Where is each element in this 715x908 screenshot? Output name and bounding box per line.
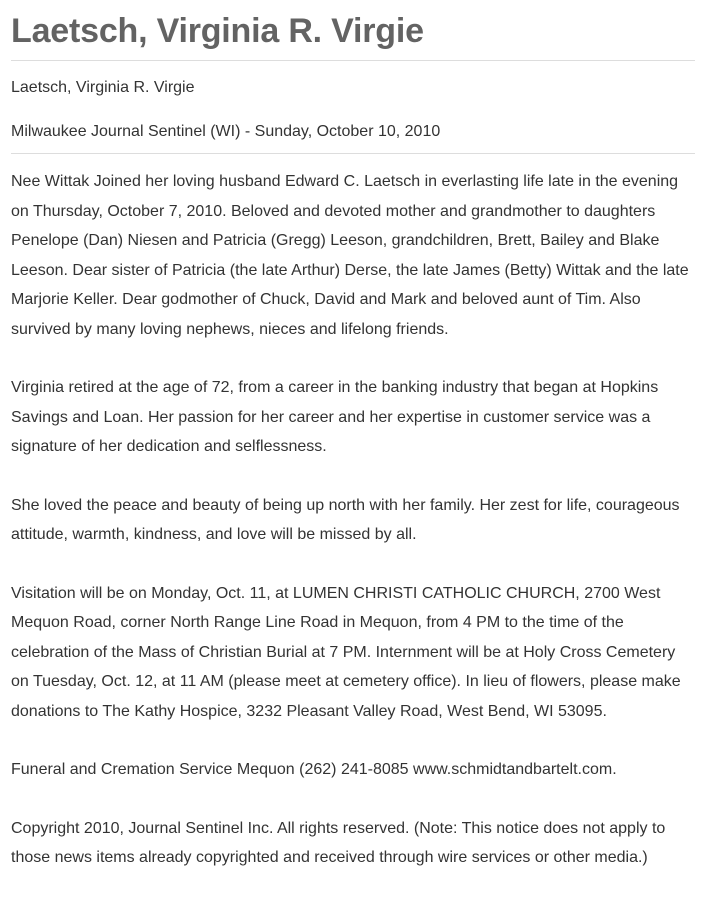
obituary-body <box>11 167 695 873</box>
title-divider <box>11 60 695 61</box>
paragraph-family: Nee Wittak Joined her loving husband Edward C. Laetsch in everlasting life late in the evening on Thursday, October 7, 2010. Beloved and devoted mother and grandmother to daughters Penelope (Dan) Niesen and Patricia (Gregg) Leeson, grandchildren, Brett, Bailey and Blake Leeson. Dear sister of Patricia (the late Arthur) Derse, the late James (Betty) Wittak and the late Marjorie Keller. Dear godmother of Chuck, David and Mark and beloved aunt of Tim. Also survived by many loving nephews, nieces and lifelong friends. <box>11 173 689 338</box>
publication-source-date: Milwaukee Journal Sentinel (WI) - Sunday, October 10, 2010 <box>11 123 441 140</box>
paragraph-copyright: Copyright 2010, Journal Sentinel Inc. All rights reserved. (Note: This notice does not apply to those news items already copyrighted and received through wire services or other media.) <box>11 819 666 866</box>
paragraph-funeral-home: Funeral and Cremation Service Mequon (262) 241-8085 www.schmidtandbartelt.com. <box>11 761 617 778</box>
obituary-name: Laetsch, Virginia R. Virgie <box>11 79 195 96</box>
paragraph-career: Virginia retired at the age of 72, from a career in the banking industry that began at Hopkins Savings and Loan. Her passion for her career and her expertise in customer service was a signature of her dedication and selflessness. <box>11 379 659 455</box>
header-divider <box>11 153 695 154</box>
page-title: Laetsch, Virginia R. Virgie <box>11 12 424 50</box>
paragraph-tribute: She loved the peace and beauty of being up north with her family. Her zest for life, courageous attitude, warmth, kindness, and love will be missed by all. <box>11 496 680 543</box>
paragraph-services: Visitation will be on Monday, Oct. 11, at LUMEN CHRISTI CATHOLIC CHURCH, 2700 West Mequon Road, corner North Range Line Road in Mequon, from 4 PM to the time of the celebration of the Mass of Christian Burial at 7 PM. Internment will be at Holy Cross Cemetery on Tuesday, Oct. 12, at 11 AM (please meet at cemetery office). In lieu of flowers, please make donations to The Kathy Hospice, 3232 Pleasant Valley Road, West Bend, WI 53095. <box>11 584 681 720</box>
